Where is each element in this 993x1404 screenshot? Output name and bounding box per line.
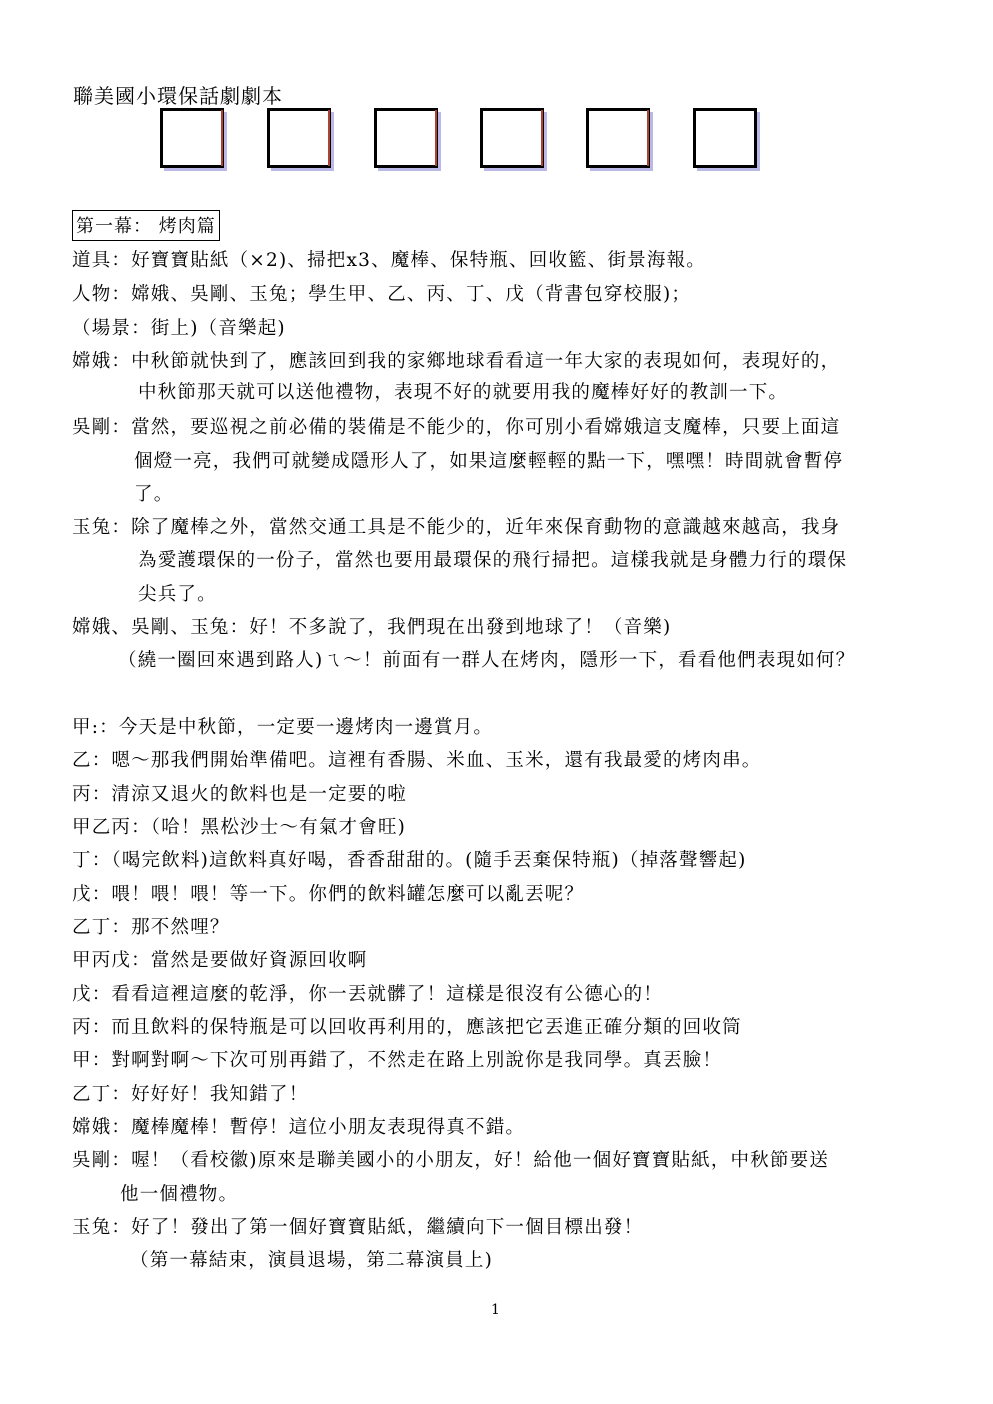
page-number: 1	[491, 1302, 500, 1318]
script-line: 吳剛：喔！（看校徽)原來是聯美國小的小朋友，好！給他一個好寶寶貼紙，中秋節要送	[72, 1150, 830, 1171]
script-line: （第一幕結束，演員退場，第二幕演員上)	[130, 1250, 494, 1271]
script-line: 玉兔：好了！發出了第一個好寶寶貼紙，繼續向下一個目標出發！	[72, 1217, 644, 1238]
stamp-box	[586, 108, 650, 168]
script-line: 個燈一亮，我們可就變成隱形人了，如果這麼輕輕的點一下，嘿嘿！時間就會暫停	[134, 451, 844, 472]
script-line: 丙：而且飲料的保特瓶是可以回收再利用的，應該把它丟進正確分類的回收筒	[72, 1017, 742, 1038]
script-line: （繞一圈回來遇到路人)ㄟ～！前面有一群人在烤肉，隱形一下，看看他們表現如何？	[118, 650, 856, 671]
script-line: 乙丁：那不然哩？	[72, 917, 230, 938]
stamp-box	[693, 108, 757, 168]
script-line: 乙丁：好好好！我知錯了！	[72, 1084, 309, 1105]
script-line: 甲丙戊：當然是要做好資源回收啊	[72, 950, 368, 971]
script-line: 嫦娥：魔棒魔棒！暫停！這位小朋友表現得真不錯。	[72, 1117, 526, 1138]
script-line: 甲：對啊對啊～下次可別再錯了，不然走在路上別說你是我同學。真丟臉！	[72, 1050, 723, 1071]
script-line: 戊：喂！喂！喂！等一下。你們的飲料罐怎麼可以亂丟呢？	[72, 884, 585, 905]
script-line: 嫦娥、吳剛、玉兔：好！不多說了，我們現在出發到地球了！（音樂)	[72, 617, 672, 638]
act-heading: 第一幕： 烤肉篇	[72, 210, 220, 241]
script-line: 吳剛：當然，要巡視之前必備的裝備是不能少的，你可別小看嫦娥這支魔棒，只要上面這	[72, 417, 841, 438]
script-line: 玉兔：除了魔棒之外，當然交通工具是不能少的，近年來保育動物的意識越來越高，我身	[72, 517, 841, 538]
script-line: 甲:：今天是中秋節，一定要一邊烤肉一邊賞月。	[72, 717, 494, 738]
script-line: 道具：好寶寶貼紙（×2)、掃把x3、魔棒、保特瓶、回收籃、街景海報。	[72, 250, 706, 271]
script-line: 人物：嫦娥、吳剛、玉兔；學生甲、乙、丙、丁、戊（背書包穿校服)；	[72, 284, 692, 305]
script-line: 乙：嗯～那我們開始準備吧。這裡有香腸、米血、玉米，還有我最愛的烤肉串。	[72, 750, 762, 771]
stamp-box	[374, 108, 438, 168]
script-line: 戊：看看這裡這麼的乾淨，你一丟就髒了！這樣是很沒有公德心的！	[72, 984, 664, 1005]
stamp-box	[480, 108, 544, 168]
script-line: 他一個禮物。	[120, 1184, 239, 1205]
script-line: 丙：清涼又退火的飲料也是一定要的啦	[72, 784, 407, 805]
script-line: 了。	[134, 484, 174, 505]
stamp-box	[267, 108, 331, 168]
script-line: （場景：街上)（音樂起)	[72, 318, 286, 339]
stamp-box	[160, 108, 224, 168]
script-line: 嫦娥：中秋節就快到了，應該回到我的家鄉地球看看這一年大家的表現如何，表現好的，	[72, 351, 841, 372]
script-line: 甲乙丙：（哈！黑松沙士～有氣才會旺)	[72, 817, 407, 838]
script-line: 中秋節那天就可以送他禮物，表現不好的就要用我的魔棒好好的教訓一下。	[138, 382, 789, 403]
document-title: 聯美國小環保話劇劇本	[73, 84, 283, 108]
stamp-boxes	[160, 108, 780, 172]
script-line: 為愛護環保的一份子，當然也要用最環保的飛行掃把。這樣我就是身體力行的環保	[138, 550, 848, 571]
script-line: 丁：（喝完飲料)這飲料真好喝，香香甜甜的。(隨手丟棄保特瓶)（掉落聲響起)	[72, 850, 747, 871]
script-line: 尖兵了。	[138, 584, 217, 605]
